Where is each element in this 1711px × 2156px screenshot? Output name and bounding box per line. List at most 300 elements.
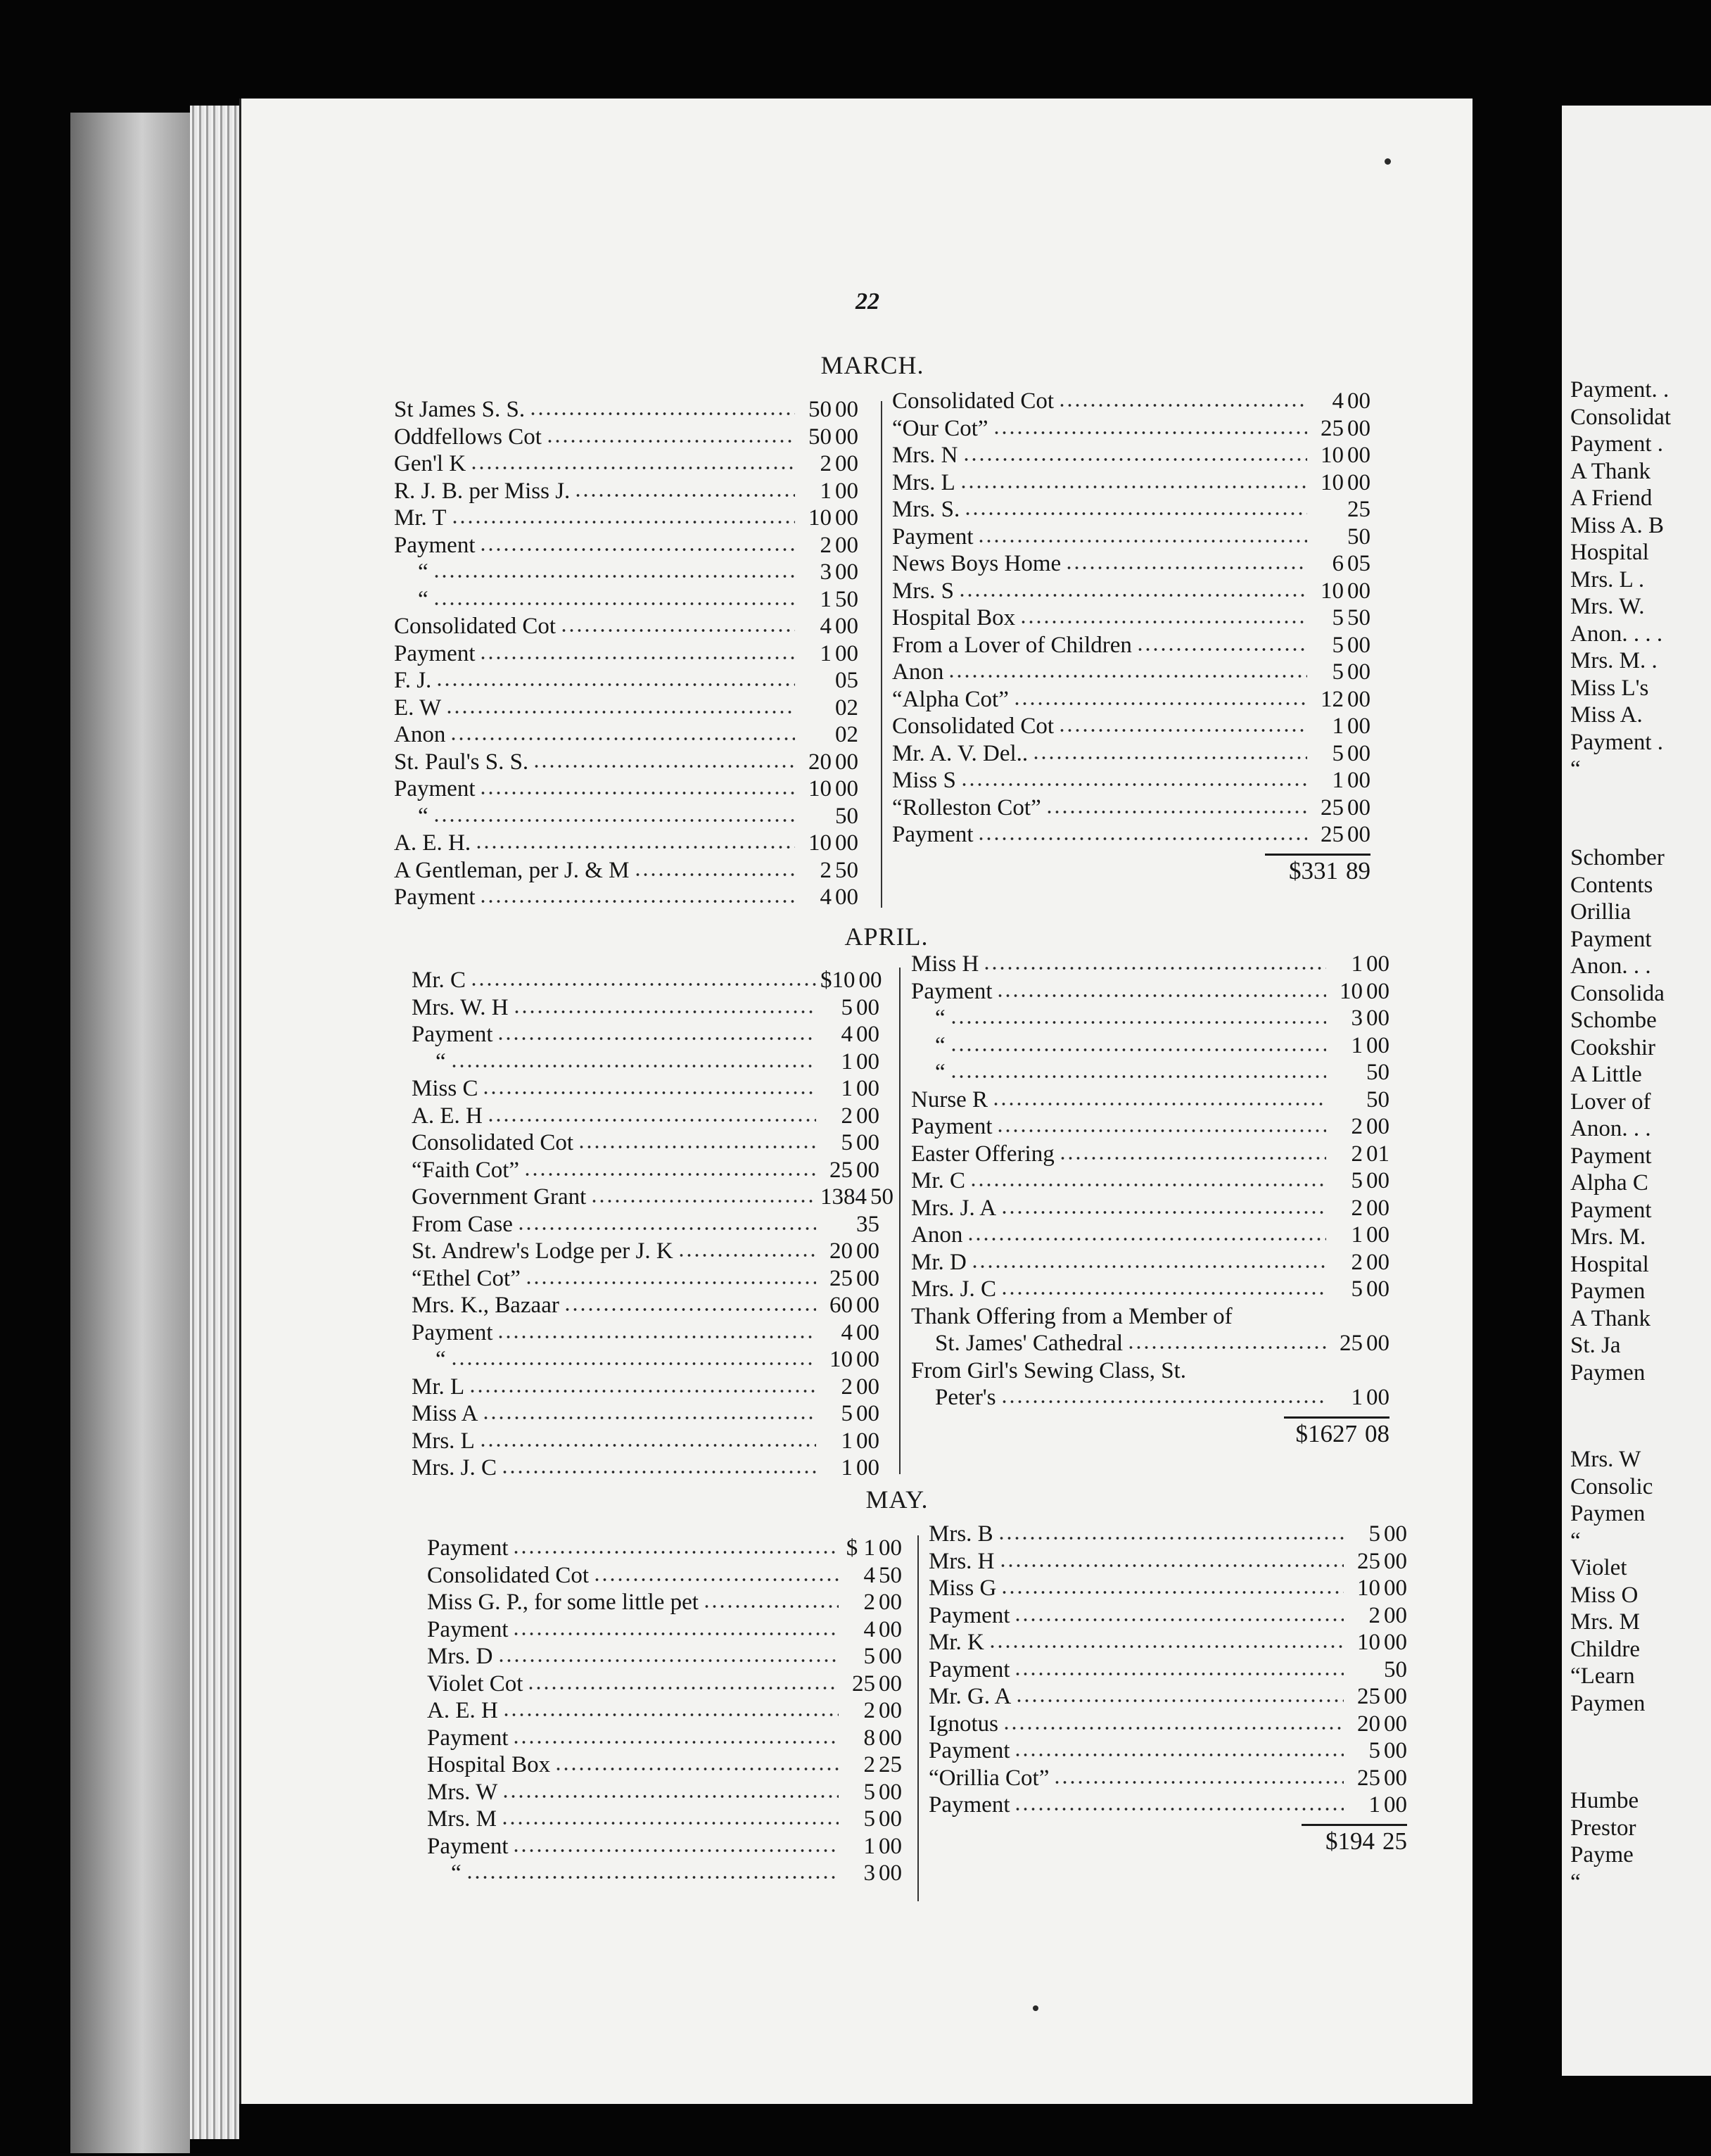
entry-amount <box>1330 1113 1389 1141</box>
ledger-entry <box>412 1237 879 1264</box>
entry-amount <box>1348 1575 1407 1602</box>
amount-dollars: 1 <box>1351 951 1363 977</box>
ledger-entry <box>427 1642 902 1670</box>
amount-cents: 00 <box>1384 1602 1407 1628</box>
entry-amount <box>820 1103 879 1130</box>
total-dollars: $331 <box>1289 856 1338 884</box>
ledger-entry <box>394 883 858 911</box>
entry-amount <box>843 1860 902 1887</box>
amount-cents: 50 <box>1366 1060 1389 1085</box>
leader-dots <box>967 1221 1326 1242</box>
adjacent-page-text: Mrs. M. . <box>1570 648 1658 673</box>
ledger-entry <box>412 1264 879 1292</box>
entry-amount <box>820 1075 879 1103</box>
entry-label: “ <box>935 1032 946 1058</box>
entry-label: Mrs. H <box>929 1548 995 1574</box>
amount-cents: 00 <box>856 1374 879 1400</box>
ledger-entry <box>394 802 858 830</box>
ledger-entry <box>427 1616 902 1643</box>
entry-amount <box>799 775 858 803</box>
ledger-entry <box>892 794 1370 821</box>
adjacent-page-text: Paymen <box>1570 1359 1646 1385</box>
amount-dollars: 5 <box>841 994 853 1020</box>
entry-label: St. Andrew's Lodge per J. K <box>412 1238 673 1264</box>
adjacent-page-text: A Thank <box>1570 1305 1650 1331</box>
amount-cents: 00 <box>879 1590 902 1615</box>
entry-amount <box>1311 821 1370 849</box>
amount-dollars: 10 <box>1321 469 1344 495</box>
entry-amount <box>799 830 858 857</box>
ledger-entry <box>427 1588 902 1616</box>
leader-dots <box>560 612 795 633</box>
amount-cents: 05 <box>1347 551 1370 576</box>
entry-label: A Gentleman, per J. & M <box>394 857 630 883</box>
ledger-entry <box>394 395 858 423</box>
entry-amount <box>799 559 858 586</box>
entry-label: Payment <box>911 978 993 1004</box>
adjacent-page-text: Payment . <box>1570 729 1663 755</box>
amount-dollars: 25 <box>852 1670 875 1697</box>
leader-dots <box>1127 1329 1326 1350</box>
amount-cents: 01 <box>1366 1141 1389 1167</box>
amount-cents: 00 <box>1366 1222 1389 1248</box>
entry-amount <box>820 1454 879 1482</box>
amount-cents: 00 <box>879 1670 902 1697</box>
leader-dots <box>1237 1302 1326 1324</box>
entry-amount <box>1348 1737 1407 1765</box>
ledger-entry <box>892 387 1370 414</box>
ledger-entry <box>911 1329 1389 1357</box>
amount-cents: 00 <box>835 830 858 856</box>
entry-amount <box>820 1265 879 1293</box>
entry-label: “ <box>418 803 428 829</box>
amount-dollars: 5 <box>863 1644 875 1669</box>
leader-dots <box>590 1183 816 1204</box>
amount-dollars: 20 <box>808 749 832 775</box>
ledger-entry <box>412 1454 879 1481</box>
entry-label: “ <box>935 1006 946 1031</box>
total-cents: 89 <box>1346 856 1370 884</box>
entry-label: Payment <box>929 1738 1010 1763</box>
leader-dots <box>950 1004 1326 1025</box>
leader-dots <box>487 1102 816 1123</box>
amount-cents: 00 <box>1366 1032 1389 1058</box>
adjacent-page-text: Mrs. M. <box>1570 1224 1646 1250</box>
entry-label: Violet Cot <box>427 1670 523 1697</box>
entry-label: Miss S <box>892 768 956 793</box>
entry-label: Payment <box>929 1656 1010 1682</box>
amount-dollars: 6 <box>1332 551 1344 576</box>
leader-dots <box>1000 1383 1326 1404</box>
amount-dollars: 2 <box>863 1698 875 1723</box>
leader-dots <box>948 658 1307 679</box>
ledger-entry <box>412 1345 879 1373</box>
amount-cents: 00 <box>1347 822 1370 847</box>
entry-label: Miss A <box>412 1401 478 1426</box>
amount-dollars: 10 <box>808 505 832 531</box>
adjacent-page-text: Childre <box>1570 1636 1640 1662</box>
amount-dollars: 5 <box>863 1806 875 1832</box>
entry-label: Mr. A. V. Del.. <box>892 740 1029 766</box>
entry-amount <box>1348 1656 1407 1684</box>
adjacent-page-text: A Little <box>1570 1062 1642 1087</box>
leader-dots <box>996 1112 1326 1134</box>
amount-dollars: 50 <box>808 397 832 422</box>
ledger-entry <box>892 469 1370 496</box>
ledger-entry <box>412 1400 879 1427</box>
may-right-column <box>929 1520 1407 1857</box>
leader-dots <box>1058 712 1307 733</box>
amount-cents: 02 <box>835 722 858 747</box>
total-dollars: $1627 <box>1295 1419 1357 1447</box>
entry-amount <box>1330 1330 1389 1357</box>
entry-amount <box>799 695 858 722</box>
leader-dots <box>525 1264 816 1286</box>
amount-dollars: 10 <box>1340 978 1363 1004</box>
entry-amount <box>1330 1167 1389 1195</box>
ledger-entry <box>892 712 1370 740</box>
entry-label: Anon <box>892 659 944 685</box>
leader-dots <box>593 1561 839 1583</box>
adjacent-page-text: Consolida <box>1570 980 1665 1006</box>
adjacent-page-fragment <box>1562 106 1711 2076</box>
entry-label: “Ethel Cot” <box>412 1265 521 1291</box>
entry-label: Mrs. B <box>929 1521 993 1547</box>
adjacent-page-text: Miss A. B <box>1570 512 1664 538</box>
amount-dollars: 5 <box>1351 1276 1363 1302</box>
amount-dollars: 3 <box>1351 1006 1363 1031</box>
ledger-entry <box>427 1561 902 1589</box>
amount-dollars: 25 <box>1321 794 1344 820</box>
entry-label: From Case <box>412 1211 513 1237</box>
amount-dollars: 1 <box>841 1428 853 1454</box>
ledger-entry <box>427 1832 902 1860</box>
leader-dots <box>497 1319 816 1340</box>
leader-dots <box>983 950 1326 971</box>
amount-dollars: 5 <box>1351 1168 1363 1193</box>
leader-dots <box>501 1454 816 1475</box>
entry-amount <box>820 1129 879 1157</box>
entry-label: Mrs. N <box>892 443 958 468</box>
leader-dots <box>1059 1140 1326 1161</box>
entry-amount <box>1330 1384 1389 1412</box>
amount-dollars: 25 <box>829 1265 853 1291</box>
entry-amount <box>1311 388 1370 415</box>
entry-label: Mrs. M <box>427 1806 497 1832</box>
amount-cents: 00 <box>1384 1792 1407 1818</box>
adjacent-page-text: Orillia <box>1570 899 1632 925</box>
entry-amount <box>1330 1059 1389 1086</box>
amount-dollars: 5 <box>1332 659 1344 685</box>
leader-dots <box>988 1628 1344 1649</box>
entry-amount <box>820 1048 879 1076</box>
ledger-entry <box>911 1112 1389 1140</box>
amount-cents: 00 <box>879 1779 902 1805</box>
entry-label: Miss G <box>929 1575 997 1601</box>
entry-amount <box>1311 659 1370 686</box>
entry-label: Mr. G. A <box>929 1684 1012 1709</box>
entry-label: Anon <box>394 722 446 747</box>
amount-cents: 00 <box>1347 415 1370 441</box>
amount-dollars: 5 <box>1332 632 1344 658</box>
entry-label: St James S. S. <box>394 397 526 422</box>
leader-dots <box>479 640 795 661</box>
amount-dollars: 5 <box>841 1401 853 1426</box>
amount-cents: 00 <box>856 1455 879 1480</box>
column-divider <box>899 968 901 1474</box>
ledger-entry <box>394 558 858 585</box>
adjacent-page-text: “Learn <box>1570 1663 1635 1689</box>
adjacent-page-text: Anon. . . <box>1570 1116 1651 1141</box>
amount-dollars: 1 <box>1351 1385 1363 1410</box>
amount-cents: 00 <box>856 1428 879 1454</box>
leader-dots <box>450 1048 816 1069</box>
entry-label: Nurse R <box>911 1086 988 1112</box>
book-page-edges <box>190 106 239 2139</box>
may-left-column <box>427 1534 902 1886</box>
amount-dollars: 4 <box>841 1022 853 1047</box>
amount-cents: 00 <box>835 424 858 450</box>
entry-label: “ <box>935 1060 946 1085</box>
amount-cents: 00 <box>856 1319 879 1345</box>
amount-dollars: 4 <box>863 1562 875 1588</box>
amount-cents: 00 <box>856 1022 879 1047</box>
entry-amount <box>799 884 858 911</box>
entry-label: Consolidated Cot <box>427 1562 590 1588</box>
ledger-entry <box>427 1778 902 1806</box>
ledger-entry <box>929 1710 1407 1737</box>
amount-cents: 00 <box>1384 1738 1407 1763</box>
adjacent-page-text: Contents <box>1570 872 1653 898</box>
ledger-entry <box>911 1058 1389 1086</box>
entry-label: Mr. C <box>911 1168 966 1193</box>
amount-cents: 00 <box>1366 1276 1389 1302</box>
section-heading-may: MAY. <box>865 1485 929 1514</box>
amount-cents: 00 <box>856 1048 879 1074</box>
ledger-entry <box>892 577 1370 604</box>
amount-cents: 00 <box>879 1616 902 1642</box>
ledger-entry <box>412 1020 879 1048</box>
amount-dollars: 2 <box>1351 1114 1363 1139</box>
total-cents: 25 <box>1382 1827 1407 1855</box>
entry-amount <box>799 450 858 478</box>
ledger-entry <box>394 450 858 477</box>
leader-dots <box>433 585 795 607</box>
ledger-entry <box>427 1751 902 1778</box>
adjacent-page-text: Payment <box>1570 1197 1652 1223</box>
column-divider <box>881 401 882 908</box>
leader-dots <box>433 558 795 579</box>
adjacent-page-text: Payment <box>1570 1143 1652 1169</box>
ledger-entry <box>929 1764 1407 1792</box>
ledger-entry <box>892 441 1370 469</box>
amount-cents: 25 <box>1347 497 1370 522</box>
entry-amount <box>820 1319 879 1347</box>
entry-label: Payment <box>892 822 974 847</box>
leader-dots <box>554 1751 839 1772</box>
entry-label: Easter Offering <box>911 1141 1055 1167</box>
leader-dots <box>533 748 795 769</box>
amount-cents: 25 <box>879 1752 902 1777</box>
ledger-entry <box>427 1697 902 1724</box>
ledger-entry <box>911 1004 1389 1032</box>
section-total <box>892 856 1370 887</box>
entry-amount <box>1311 713 1370 740</box>
entry-label: Hospital Box <box>892 605 1016 630</box>
leader-dots <box>1014 1602 1344 1623</box>
amount-dollars: 4 <box>841 1319 853 1345</box>
entry-amount <box>1330 1249 1389 1276</box>
entry-amount <box>1330 1086 1389 1114</box>
entry-amount <box>843 1725 902 1752</box>
amount-cents: 00 <box>856 1265 879 1291</box>
entry-amount <box>843 1697 902 1725</box>
adjacent-page-text: Mrs. W <box>1570 1447 1641 1472</box>
entry-label: “ <box>435 1048 446 1074</box>
adjacent-page-text: Paymen <box>1570 1690 1646 1716</box>
ledger-entry <box>911 1140 1389 1167</box>
ledger-entry <box>911 1357 1389 1384</box>
entry-amount <box>799 396 858 424</box>
amount-dollars: 5 <box>1368 1521 1380 1547</box>
entry-label: Government Grant <box>412 1184 587 1210</box>
ledger-entry <box>412 1210 879 1238</box>
amount-cents: 00 <box>856 1076 879 1101</box>
adjacent-page-text: A Friend <box>1570 486 1653 511</box>
adjacent-page-text: Payment. . <box>1570 377 1669 402</box>
amount-cents: 00 <box>856 994 879 1020</box>
book-edge-shadow <box>70 113 190 2153</box>
entry-label: Peter's <box>935 1385 996 1410</box>
amount-dollars: 25 <box>829 1157 853 1183</box>
amount-cents: 00 <box>835 884 858 910</box>
ledger-entry <box>394 640 858 667</box>
leader-dots <box>971 1248 1326 1269</box>
entry-label: E. W <box>394 695 442 721</box>
ledger-entry <box>892 685 1370 713</box>
adjacent-page-text: Payme <box>1570 1842 1634 1868</box>
section-total <box>911 1419 1389 1450</box>
leader-dots <box>1013 685 1307 706</box>
adjacent-page-text: Miss L's <box>1570 675 1649 701</box>
amount-cents: 00 <box>1347 632 1370 658</box>
leader-dots <box>450 721 795 742</box>
adjacent-page-text: Miss O <box>1570 1582 1639 1608</box>
ledger-entry <box>412 1183 893 1210</box>
amount-dollars: 2 <box>1368 1602 1380 1628</box>
entry-label: “Orillia Cot” <box>929 1765 1050 1791</box>
ledger-entry <box>394 612 858 640</box>
leader-dots <box>482 1400 816 1421</box>
entry-label: “ <box>418 559 428 585</box>
ledger-entry <box>929 1547 1407 1575</box>
total-dollars: $194 <box>1325 1827 1375 1855</box>
ledger-entry <box>394 531 858 559</box>
total-cents: 08 <box>1365 1419 1389 1447</box>
adjacent-page-text: St. Ja <box>1570 1333 1621 1358</box>
leader-dots <box>1190 1357 1326 1378</box>
entry-label: “Faith Cot” <box>412 1157 520 1183</box>
amount-dollars: 2 <box>820 532 832 558</box>
entry-label: “ <box>451 1860 462 1886</box>
ledger-entry <box>394 775 858 802</box>
amount-dollars: 2 <box>820 451 832 476</box>
adjacent-page-text: Payment <box>1570 926 1652 952</box>
entry-label: Ignotus <box>929 1711 998 1737</box>
leader-dots <box>962 441 1307 462</box>
amount-cents: 00 <box>1347 469 1370 495</box>
amount-cents: 50 <box>870 1184 893 1210</box>
ledger-entry <box>412 1373 879 1400</box>
entry-label: St. James' Cathedral <box>935 1331 1124 1356</box>
ledger-entry <box>929 1791 1407 1818</box>
amount-dollars: 1 <box>820 640 832 666</box>
leader-dots <box>546 423 795 444</box>
leader-dots <box>512 1616 839 1637</box>
amount-dollars: 25 <box>1321 822 1344 847</box>
entry-amount <box>799 478 858 505</box>
adjacent-page-text: Anon. . . <box>1570 953 1651 979</box>
ledger-entry <box>394 856 858 884</box>
amount-cents: 00 <box>879 1725 902 1751</box>
entry-amount <box>843 1670 902 1698</box>
entry-label: Payment <box>412 1319 493 1345</box>
ledger-entry <box>412 1074 879 1102</box>
entry-amount <box>1330 1032 1389 1060</box>
leader-dots <box>501 1805 839 1826</box>
ledger-entry <box>412 994 879 1021</box>
adjacent-page-text: Violet <box>1570 1555 1627 1580</box>
entry-amount <box>820 967 882 994</box>
amount-cents: 00 <box>856 1238 879 1264</box>
ledger-entry <box>427 1670 902 1697</box>
entry-label: “ <box>418 586 428 612</box>
entry-amount <box>1311 686 1370 714</box>
leader-dots <box>1045 794 1307 815</box>
amount-cents: 00 <box>1347 659 1370 685</box>
ink-speck <box>1385 158 1391 165</box>
leader-dots <box>470 966 816 987</box>
amount-dollars: 4 <box>863 1616 875 1642</box>
amount-cents: 00 <box>835 640 858 666</box>
entry-amount <box>1311 604 1370 632</box>
ledger-entry <box>412 1129 879 1156</box>
ledger-entry <box>929 1737 1407 1764</box>
amount-dollars: 1 <box>841 1048 853 1074</box>
entry-amount <box>1330 978 1389 1006</box>
amount-dollars: 2 <box>1351 1141 1363 1167</box>
amount-cents: 35 <box>856 1211 879 1237</box>
entry-amount <box>1311 496 1370 524</box>
entry-label: Mr. L <box>412 1374 465 1400</box>
leader-dots <box>977 820 1307 842</box>
amount-cents: 00 <box>1366 1385 1389 1410</box>
entry-label: A. E. H <box>427 1698 498 1723</box>
leader-dots <box>529 395 795 417</box>
amount-cents: 50 <box>835 803 858 829</box>
ledger-entry <box>394 423 858 450</box>
amount-dollars: 1 <box>1332 768 1344 793</box>
entry-amount <box>1348 1765 1407 1792</box>
entry-amount <box>799 721 858 749</box>
ledger-entry <box>412 966 882 994</box>
ledger-entry <box>892 523 1370 550</box>
leader-dots <box>512 1832 839 1853</box>
amount-cents: 50 <box>1347 605 1370 630</box>
amount-cents: 50 <box>1384 1656 1407 1682</box>
amount-cents: 00 <box>879 1698 902 1723</box>
adjacent-page-text: Mrs. L . <box>1570 566 1645 592</box>
